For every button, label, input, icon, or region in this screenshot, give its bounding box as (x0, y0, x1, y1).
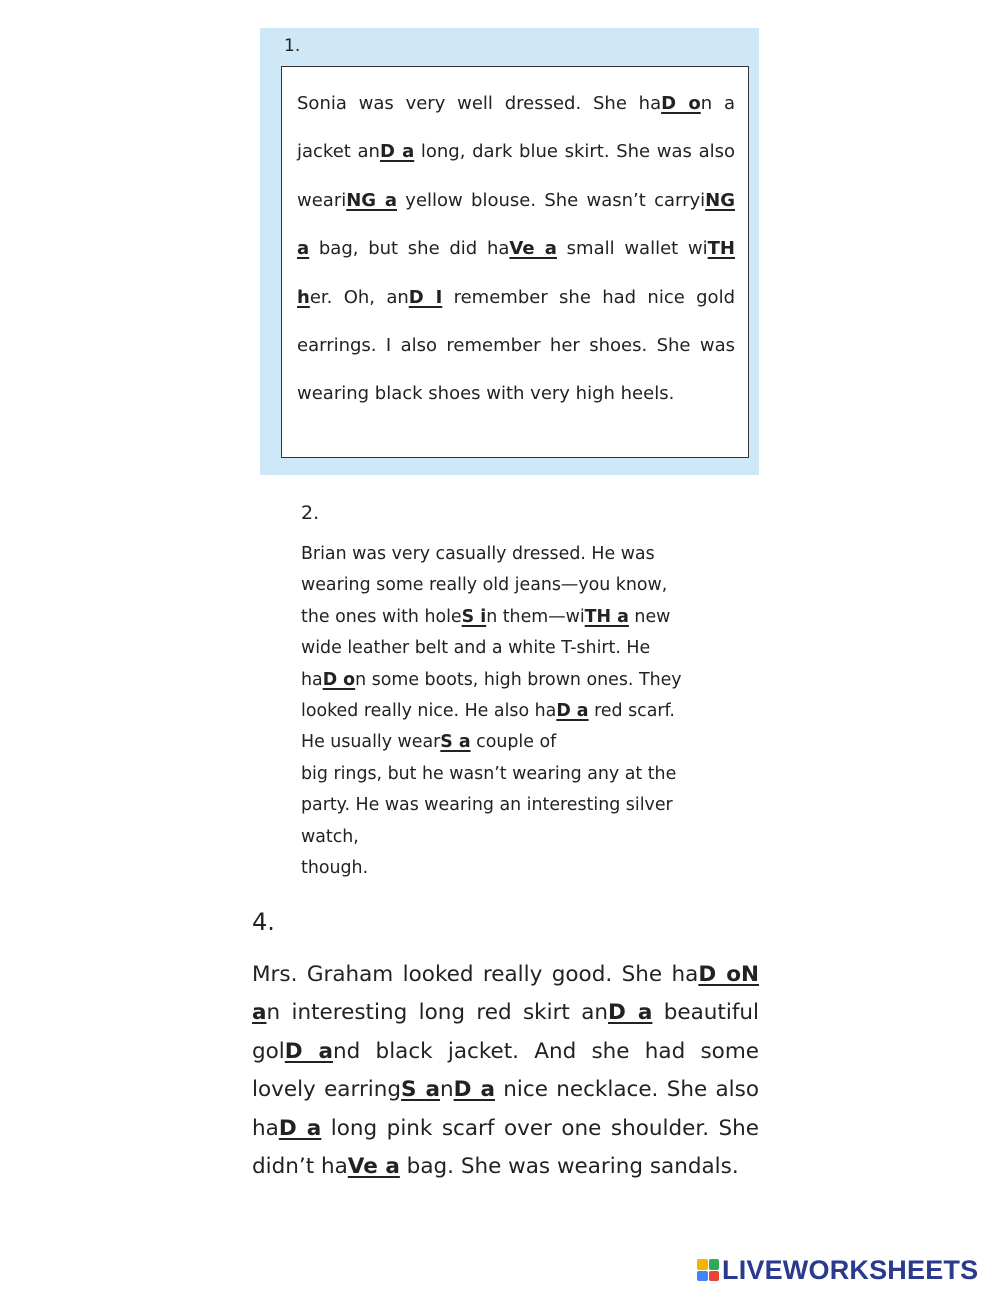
logo-square (709, 1271, 720, 1282)
answer-fill[interactable]: Ve a (347, 1154, 400, 1180)
text-line (301, 665, 721, 696)
logo-square (709, 1259, 720, 1270)
answer-fill[interactable]: D a (278, 1115, 322, 1141)
answer-fill[interactable]: D oN a (252, 962, 759, 1026)
text-segment: n some boots, high brown ones. They (355, 669, 682, 690)
text-line (301, 759, 721, 790)
text-segment: party. He was wearing an interesting silver (301, 795, 673, 816)
answer-fill[interactable]: NG a (346, 189, 398, 211)
section-4-number: 4. (252, 908, 275, 936)
section-1-paragraph (297, 80, 735, 419)
section-1-number: 1. (284, 36, 301, 56)
text-line (301, 696, 721, 727)
text-segment: big rings, but he wasn’t wearing any at the (301, 763, 677, 784)
text-segment: n a jacket an (297, 93, 735, 163)
text-segment: watch, (301, 826, 359, 847)
text-line (301, 822, 721, 853)
text-segment: n (440, 1077, 454, 1103)
text-segment: bag, but she did ha (309, 238, 510, 260)
answer-fill[interactable]: D o (322, 669, 356, 690)
logo-square (697, 1259, 708, 1270)
text-line (301, 539, 721, 570)
text-segment: nice necklace. She also ha (252, 1077, 760, 1141)
text-segment: yellow blouse. She wasn’t carryi (397, 189, 706, 211)
text-segment: beautiful gol (252, 1000, 759, 1064)
text-segment: small wallet wi (556, 238, 708, 260)
text-segment: though. (301, 858, 369, 879)
answer-fill[interactable]: S a (440, 732, 471, 753)
text-segment: n them—wi (486, 606, 585, 627)
text-segment: wearing some really old jeans—you know, (301, 575, 668, 596)
text-segment: long pink scarf over one shoulder. She didn’t ha (252, 1115, 760, 1180)
text-segment: Brian was very casually dressed. He was (301, 544, 655, 564)
answer-fill[interactable]: S i (461, 606, 487, 627)
section-2-paragraph (301, 539, 721, 884)
logo-square (697, 1271, 708, 1282)
text-segment: wide leather belt and a white T-shirt. He (301, 638, 651, 659)
answer-fill[interactable]: D a (379, 141, 415, 163)
text-segment: ha (301, 669, 323, 690)
answer-fill[interactable]: D a (608, 1000, 653, 1026)
answer-fill[interactable]: NG a (297, 189, 735, 260)
text-segment: long, dark blue skirt. She was also weari (297, 141, 735, 211)
text-segment: Sonia was very well dressed. She ha (297, 93, 662, 114)
answer-fill[interactable]: D I (408, 286, 443, 308)
text-line (301, 602, 721, 633)
text-segment: er. Oh, an (309, 286, 409, 308)
text-segment: Mrs. Graham looked really good. She ha (252, 962, 699, 987)
text-line (301, 853, 721, 884)
liveworksheets-logo[interactable] (697, 1254, 978, 1286)
answer-fill[interactable]: Ve a (509, 238, 557, 260)
text-segment: n interesting long red skirt an (266, 1000, 609, 1026)
text-line (301, 633, 721, 664)
text-segment: the ones with hole (301, 606, 462, 627)
section-4-paragraph (252, 956, 759, 1186)
text-line (301, 570, 721, 601)
answer-fill[interactable]: S a (401, 1077, 440, 1103)
text-segment: remember she had nice gold earrings. I also remember her shoes. She was wearing black shoes with very high heels. (297, 286, 735, 405)
logo-text: LIVEWORKSHEETS (722, 1254, 979, 1285)
answer-fill[interactable]: TH a (584, 606, 629, 627)
text-segment: couple of (470, 732, 557, 753)
answer-fill[interactable]: D a (284, 1038, 334, 1064)
text-segment: looked really nice. He also ha (301, 701, 557, 722)
text-segment: bag. She was wearing sandals. (399, 1154, 739, 1180)
text-line (301, 790, 721, 821)
text-line (301, 727, 721, 758)
text-segment: new (628, 606, 671, 627)
text-segment: red scarf. (588, 701, 675, 722)
text-segment: He usually wear (301, 732, 441, 753)
section-2-number: 2. (301, 502, 320, 524)
text-segment: nd black jacket. And she had some lovely earring (252, 1038, 759, 1103)
answer-fill[interactable]: D o (661, 93, 701, 114)
answer-fill[interactable]: D a (453, 1077, 495, 1103)
answer-fill[interactable]: TH h (297, 238, 735, 308)
answer-fill[interactable]: D a (556, 701, 589, 722)
liveworksheets-logo-icon (697, 1259, 719, 1281)
